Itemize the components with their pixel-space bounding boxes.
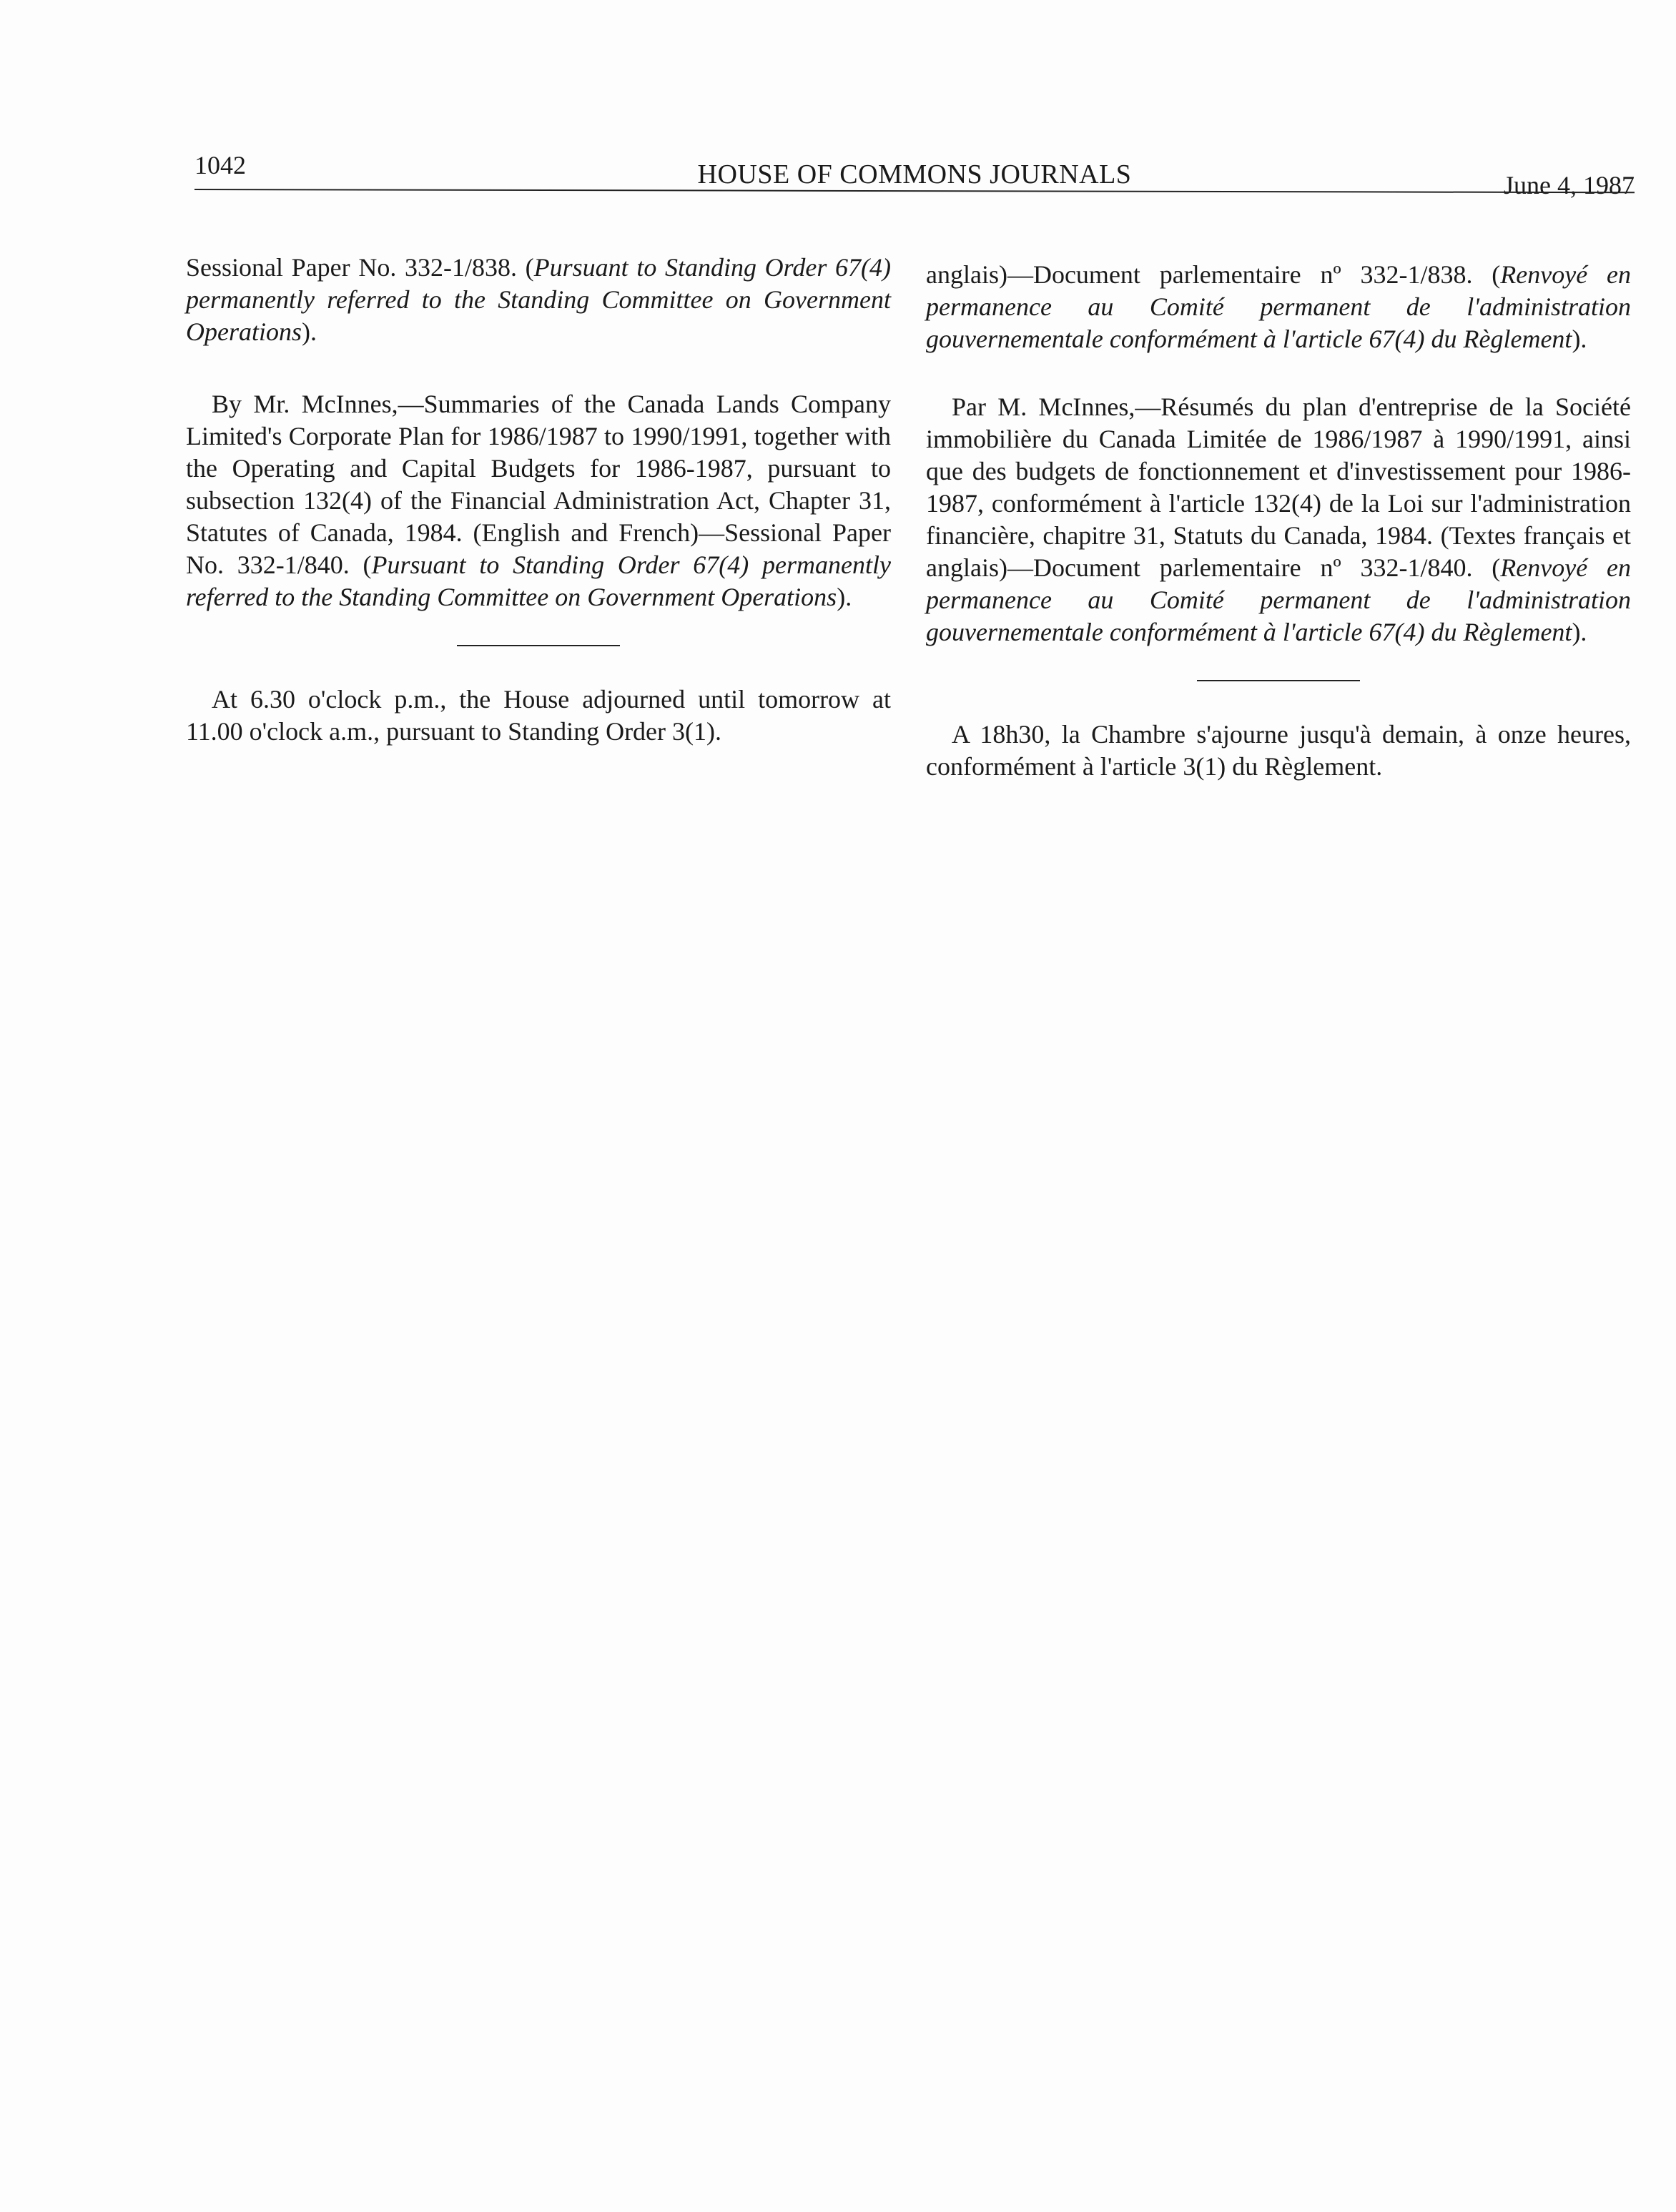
french-paragraph-document-838: anglais)—Document parlementaire nº 332-1/838. (Renvoyé en permanence au Comité permanent de l'administration gouvernementale conformément à l'article 67(4) du Règlement). bbox=[926, 260, 1631, 353]
english-column bbox=[186, 252, 891, 748]
english-paragraph-adjournment: At 6.30 o'clock p.m., the House adjourned until tomorrow at 11.00 o'clock a.m., pursuant to Standing Order 3(1). bbox=[186, 685, 891, 746]
page-number: 1042 bbox=[194, 151, 246, 179]
english-paragraph-mcinnes: By Mr. McInnes,—Summaries of the Canada Lands Company Limited's Corporate Plan for 1986/1987 to 1990/1991, together with the Operating and Capital Budgets for 1986-1987, pursuant to subsection 132(4) of the Financial Administration Act, Chapter 31, Statutes of Canada, 1984. (English and French)—Sessional Paper No. 332-1/840. (Pursuant to Standing Order 67(4) permanently referred to the Standing Committee on Government Operations). bbox=[186, 390, 891, 611]
english-paragraph-sessional-paper-838: Sessional Paper No. 332-1/838. (Pursuant to Standing Order 67(4) permanently referred to the Standing Committee on Government Operations). bbox=[186, 253, 891, 346]
journal-title: HOUSE OF COMMONS JOURNALS bbox=[697, 159, 1132, 189]
french-section-separator bbox=[1197, 680, 1360, 681]
header-date: June 4, 1987 bbox=[1504, 171, 1635, 199]
french-column bbox=[926, 259, 1631, 783]
page-header bbox=[194, 143, 1635, 207]
english-section-separator bbox=[457, 645, 620, 646]
french-paragraph-adjournment: A 18h30, la Chambre s'ajourne jusqu'à demain, à onze heures, conformément à l'article 3(1) du Règlement. bbox=[926, 720, 1631, 781]
french-paragraph-mcinnes: Par M. McInnes,—Résumés du plan d'entreprise de la Société immobilière du Canada Limitée de 1986/1987 à 1990/1991, ainsi que des budgets de fonctionnement et d'investissement pour 1986-1987, conformément à l'article 132(4) de la Loi sur l'administration financière, chapitre 31, Statuts du Canada, 1984. (Textes français et anglais)—Document parlementaire nº 332-1/840. (Renvoyé en permanence au Comité permanent de l'administration gouvernementale conformément à l'article 67(4) du Règlement). bbox=[926, 392, 1631, 646]
